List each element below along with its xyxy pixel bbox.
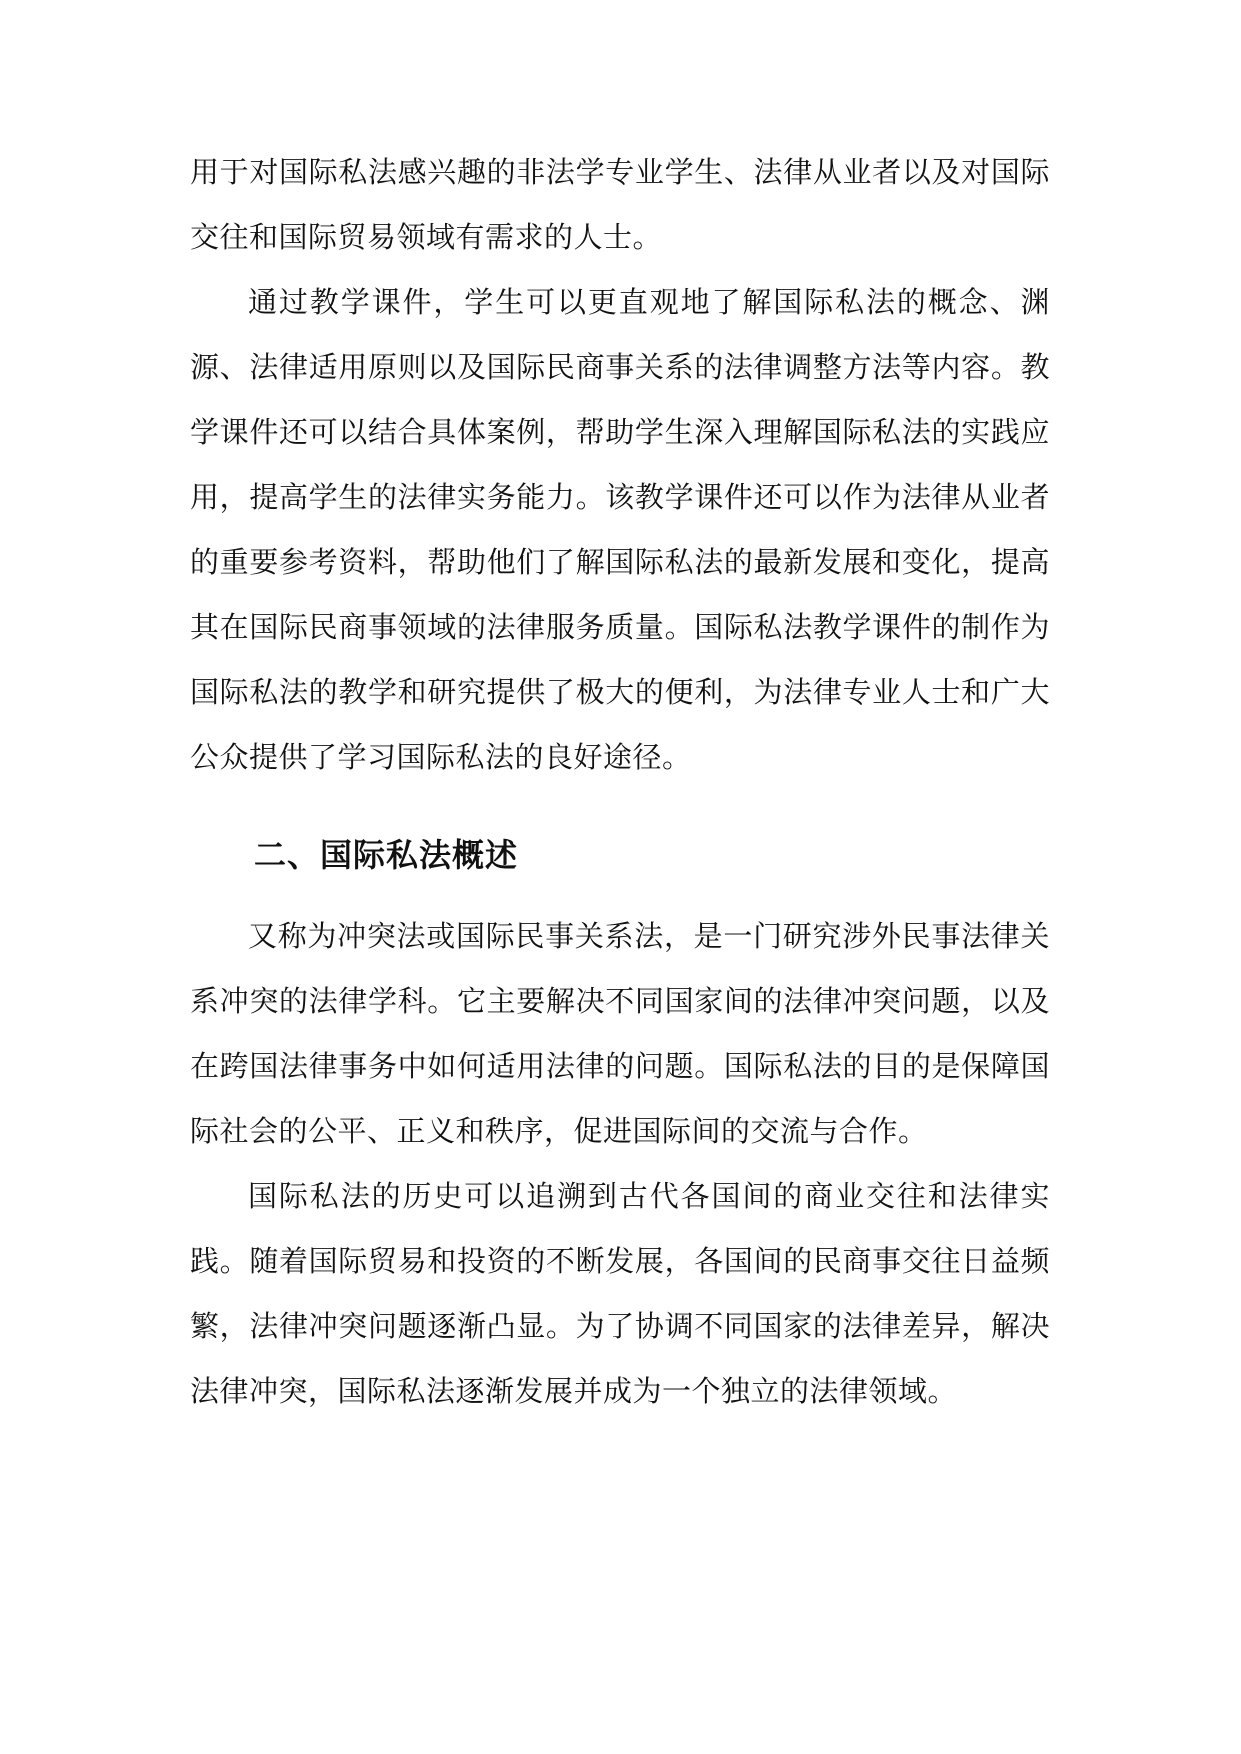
paragraph-courseware: 通过教学课件，学生可以更直观地了解国际私法的概念、渊源、法律适用原则以及国际民商事关系的法律调整方法等内容。教学课件还可以结合具体案例，帮助学生深入理解国际私法的实践应用，提高学生的法律实务能力。该教学课件还可以作为法律从业者的重要参考资料，帮助他们了解国际私法的最新发展和变化，提高其在国际民商事领域的法律服务质量。国际私法教学课件的制作为国际私法的教学和研究提供了极大的便利，为法律专业人士和广大公众提供了学习国际私法的良好途径。 (190, 285, 1050, 774)
paragraph-definition: 又称为冲突法或国际民事关系法，是一门研究涉外民事法律关系冲突的法律学科。它主要解决不同国家间的法律冲突问题，以及在跨国法律事务中如何适用法律的问题。国际私法的目的是保障国际社会的公平、正义和秩序，促进国际间的交流与合作。 (190, 919, 1050, 1148)
paragraph-history: 国际私法的历史可以追溯到古代各国间的商业交往和法律实践。随着国际贸易和投资的不断发展，各国间的民商事交往日益频繁，法律冲突问题逐渐凸显。为了协调不同国家的法律差异，解决法律冲突，国际私法逐渐发展并成为一个独立的法律领域。 (190, 1179, 1050, 1408)
paragraph-continuation: 用于对国际私法感兴趣的非法学专业学生、法律从业者以及对国际交往和国际贸易领域有需求的人士。 (190, 155, 1050, 254)
document-body (190, 140, 1050, 1424)
section-heading: 二、国际私法概述 (254, 836, 519, 874)
